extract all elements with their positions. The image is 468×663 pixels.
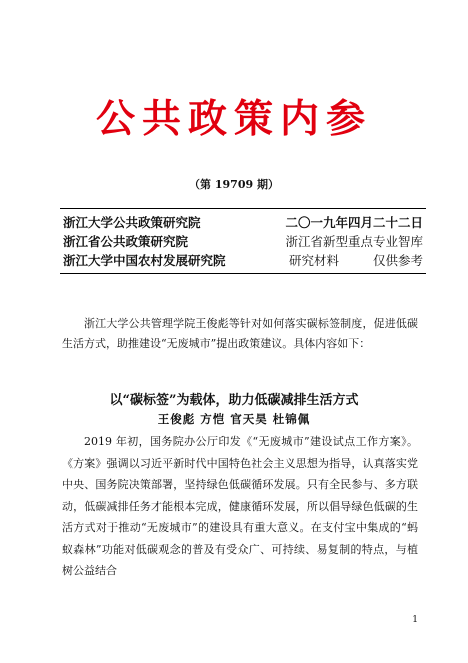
article-authors: 王俊彪 方恺 官天昊 杜锦佩 bbox=[157, 412, 311, 426]
intro-paragraph: 浙江大学公共管理学院王俊彪等针对如何落实碳标签制度，促进低碳生活方式，助推建设“无废城市”提出政策建议。具体内容如下： bbox=[62, 317, 418, 350]
org-name-1: 浙江大学公共政策研究院 bbox=[63, 215, 201, 230]
issue-date-text: 二〇一九年四月二十二日 bbox=[285, 215, 423, 230]
issue-number: （第 19709 期） bbox=[189, 178, 279, 191]
reference-only-label: 仅供参考 bbox=[372, 253, 423, 268]
issue-date bbox=[285, 214, 423, 232]
think-tank-label: 浙江省新型重点专业智库 bbox=[285, 234, 423, 249]
header-bottom-rule bbox=[60, 273, 426, 274]
research-material-label: 研究材料 bbox=[288, 253, 339, 268]
material-note bbox=[289, 252, 423, 270]
page-number: 1 bbox=[412, 615, 418, 625]
org-name-2: 浙江省公共政策研究院 bbox=[63, 234, 189, 249]
header-top-rule bbox=[60, 208, 426, 209]
org-row-3 bbox=[63, 252, 423, 270]
body-paragraph: 2019 年初，国务院办公厅印发《“无废城市”建设试点工作方案》。《方案》强调以习近平新时代中国特色社会主义思想为指导，认真落实党中央、国务院决策部署，坚持绿色低碳循环发展。只有全民参与、多方联动，低碳减排任务才能根本完成，健康循环发展，所以倡导绿色低碳的生活方式对于推动“无废城市”的建设具有重大意义。在支付宝中集成的“蚂蚁森林”功能对低碳观念的普及有受众广、可持续、易复制的特点，与植树公益结合 bbox=[62, 435, 418, 577]
org-name-3: 浙江大学中国农村发展研究院 bbox=[63, 253, 226, 268]
masthead-title: 公共政策内参 bbox=[95, 96, 372, 142]
org-row-1 bbox=[63, 214, 423, 232]
org-row-2 bbox=[63, 233, 423, 251]
article-title: 以“碳标签”为载体，助力低碳减排生活方式 bbox=[109, 393, 359, 408]
